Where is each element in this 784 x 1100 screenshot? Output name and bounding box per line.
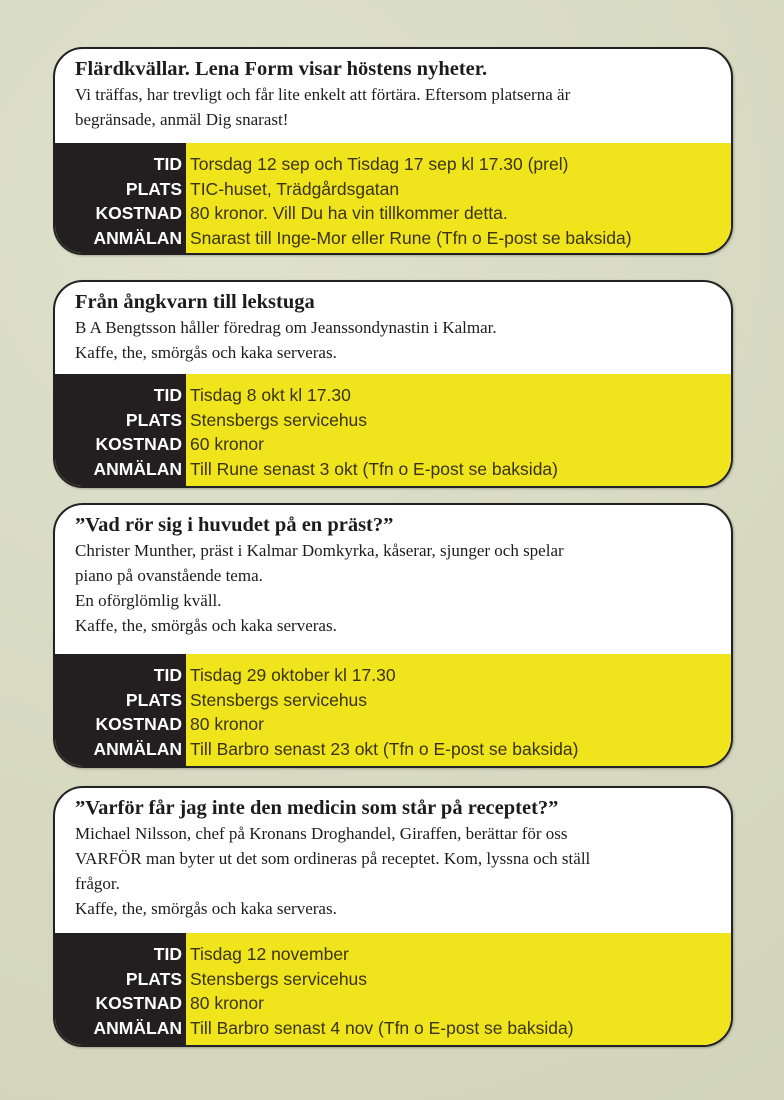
label-plats: PLATS [125, 178, 182, 199]
event-description-line: VARFÖR man byter ut det som ordineras på receptet. Kom, lyssna och ställ [75, 849, 591, 868]
event-description-line: Vi träffas, har trevligt och får lite enkelt att förtära. Eftersom platserna är [75, 85, 571, 104]
event-info-table [55, 374, 731, 486]
label-kostnad: KOSTNAD [95, 714, 182, 734]
event-title: Från ångkvarn till lekstuga [75, 291, 315, 313]
event-description-line: Kaffe, the, smörgås och kaka serveras. [75, 616, 337, 635]
event-description-line: Kaffe, the, smörgås och kaka serveras. [75, 343, 337, 362]
label-tid: TID [153, 154, 182, 174]
event-card [53, 786, 733, 1047]
value-tid: Tisdag 12 november [190, 944, 349, 964]
event-description-line: frågor. [75, 874, 120, 893]
event-description-line: Christer Munther, präst i Kalmar Domkyrka, kåserar, sjunger och spelar [75, 541, 564, 560]
value-anmalan: Snarast till Inge-Mor eller Rune (Tfn o E-post se baksida) [190, 227, 632, 248]
label-plats: PLATS [125, 689, 182, 710]
event-description-line: begränsade, anmäl Dig snarast! [75, 110, 289, 129]
event-description-block [55, 282, 731, 365]
info-values [186, 374, 731, 486]
info-labels [55, 374, 186, 486]
value-kostnad: 80 kronor [190, 714, 264, 734]
value-tid: Tisdag 8 okt kl 17.30 [190, 385, 351, 405]
info-values [186, 654, 731, 766]
info-values [186, 143, 731, 253]
info-labels [55, 933, 186, 1045]
label-plats: PLATS [125, 968, 182, 989]
value-plats: Stensbergs servicehus [190, 689, 368, 710]
event-description-block [55, 505, 731, 638]
label-kostnad: KOSTNAD [95, 434, 182, 454]
event-description-line: En oförglömlig kväll. [75, 591, 222, 610]
event-description-line: Michael Nilsson, chef på Kronans Droghandel, Giraffen, berättar för oss [75, 824, 568, 843]
label-tid: TID [153, 385, 182, 405]
value-plats: Stensbergs servicehus [190, 409, 368, 430]
event-title: Flärdkvällar. Lena Form visar höstens nyheter. [75, 58, 488, 80]
event-card [53, 503, 733, 768]
info-values [186, 933, 731, 1045]
label-kostnad: KOSTNAD [95, 203, 182, 223]
event-description-block [55, 49, 731, 132]
value-tid: Tisdag 29 oktober kl 17.30 [190, 665, 396, 685]
value-kostnad: 80 kronor. Vill Du ha vin tillkommer detta. [190, 203, 508, 223]
label-anmalan: ANMÄLAN [93, 227, 182, 248]
value-kostnad: 60 kronor [190, 434, 264, 454]
event-description-line: Kaffe, the, smörgås och kaka serveras. [75, 899, 337, 918]
label-anmalan: ANMÄLAN [93, 738, 182, 759]
event-info-table [55, 933, 731, 1045]
value-anmalan: Till Barbro senast 4 nov (Tfn o E-post se baksida) [190, 1017, 574, 1038]
label-kostnad: KOSTNAD [95, 993, 182, 1013]
event-info-table [55, 143, 731, 253]
value-plats: TIC-huset, Trädgårdsgatan [190, 178, 400, 199]
event-title: ”Vad rör sig i huvudet på en präst?” [75, 514, 394, 536]
event-description-line: B A Bengtsson håller föredrag om Jeanssondynastin i Kalmar. [75, 318, 497, 337]
info-labels [55, 143, 186, 253]
info-labels [55, 654, 186, 766]
event-description-block [55, 788, 731, 921]
value-anmalan: Till Barbro senast 23 okt (Tfn o E-post se baksida) [190, 738, 579, 759]
value-anmalan: Till Rune senast 3 okt (Tfn o E-post se baksida) [190, 458, 558, 479]
event-card [53, 47, 733, 255]
label-anmalan: ANMÄLAN [93, 458, 182, 479]
label-tid: TID [153, 944, 182, 964]
value-tid: Torsdag 12 sep och Tisdag 17 sep kl 17.30 (prel) [190, 154, 569, 174]
event-description-line: piano på ovanstående tema. [75, 566, 263, 585]
label-plats: PLATS [125, 409, 182, 430]
value-plats: Stensbergs servicehus [190, 968, 368, 989]
event-title: ”Varför får jag inte den medicin som står på receptet?” [75, 797, 559, 819]
event-card [53, 280, 733, 488]
event-info-table [55, 654, 731, 766]
label-tid: TID [153, 665, 182, 685]
label-anmalan: ANMÄLAN [93, 1017, 182, 1038]
value-kostnad: 80 kronor [190, 993, 264, 1013]
